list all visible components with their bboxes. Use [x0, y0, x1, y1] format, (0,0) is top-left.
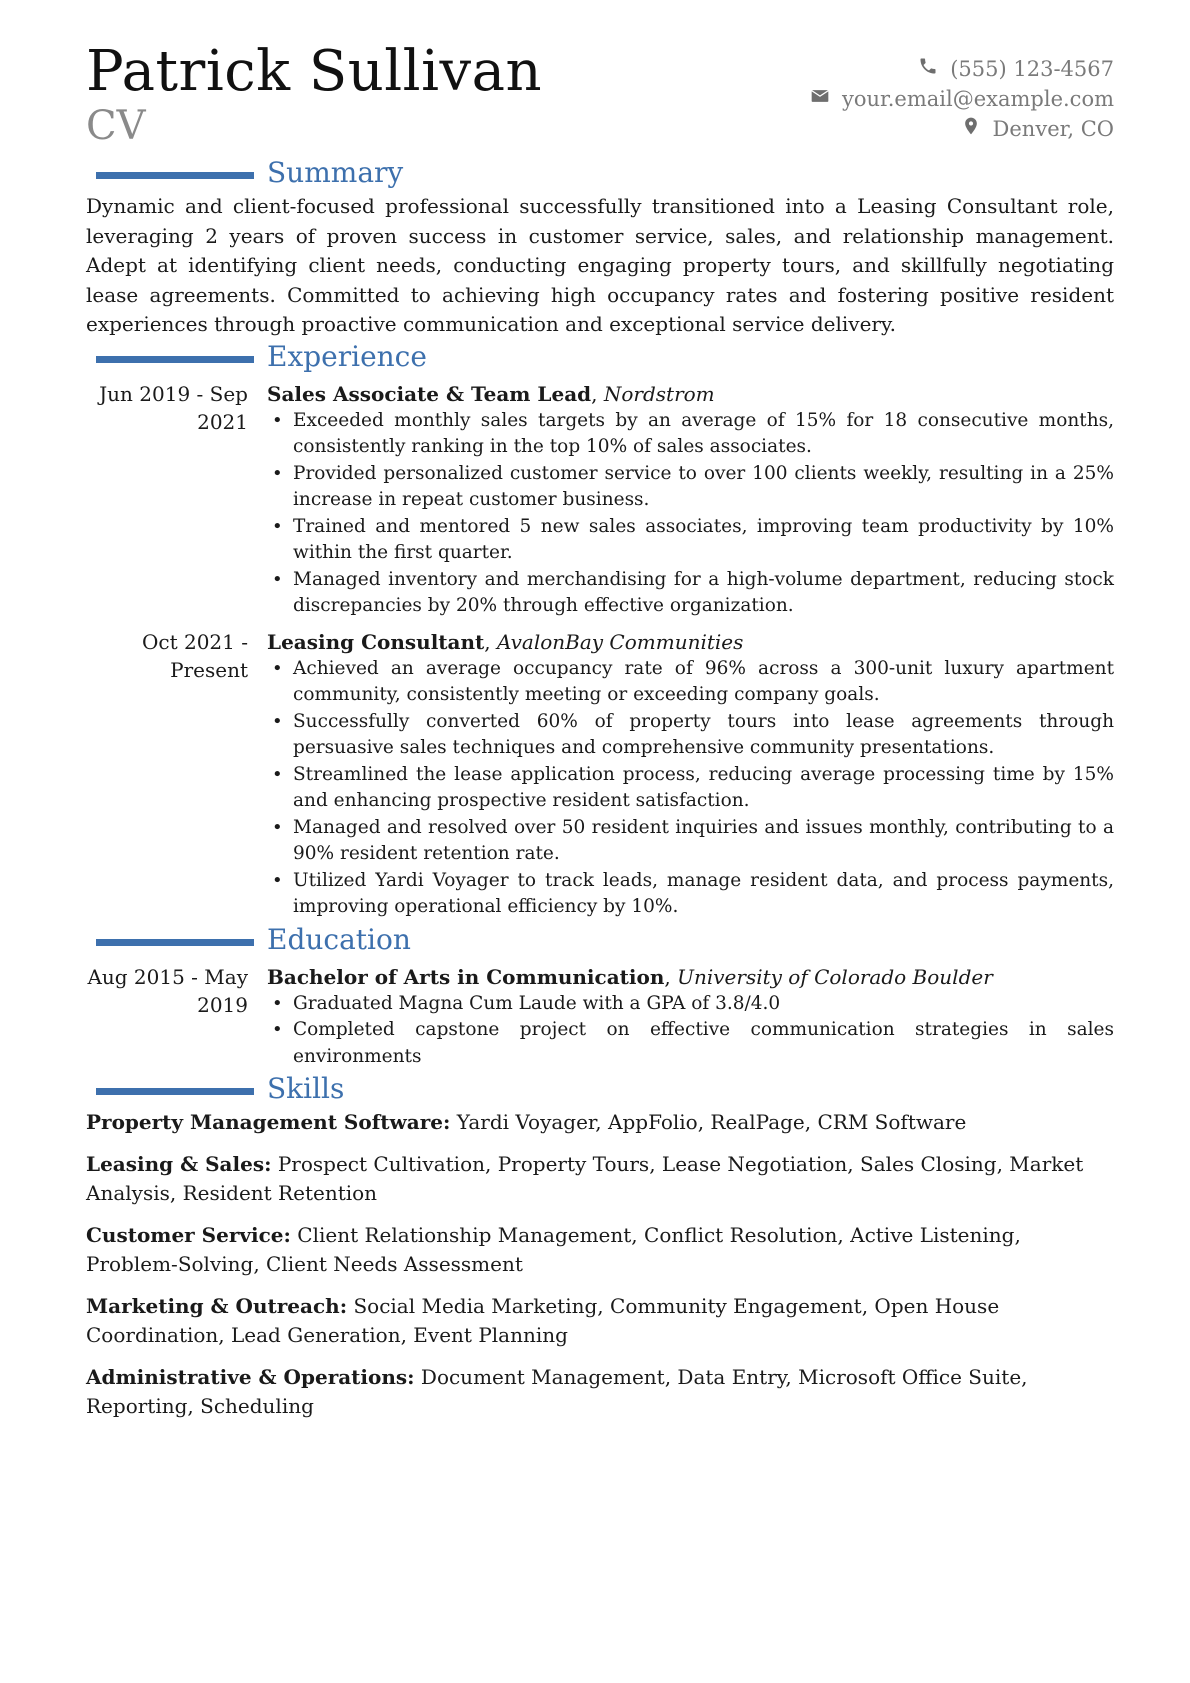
skill-text: Social Media Marketing, Community Engagement, Open House Coordination, Lead Generation, Event Planning: [86, 1293, 1000, 1347]
bullet-item: • Exceeded monthly sales targets by an average of 15% for 18 consecutive months, consistently ranking in the top 10% of sales associates.: [267, 408, 1114, 461]
section-accent-bar: [96, 356, 254, 363]
education-entry: [86, 963, 1114, 1071]
bullet-item: • Provided personalized customer service to over 100 clients weekly, resulting in a 25% increase in repeat customer business.: [267, 461, 1114, 514]
skill-label: Marketing & Outreach:: [86, 1293, 348, 1318]
bullet-list: [267, 656, 1114, 921]
bullet-item: • Achieved an average occupancy rate of 96% across a 300-unit luxury apartment community, consistently meeting or exceeding company goals.: [267, 656, 1114, 709]
phone-text[interactable]: (555) 123-4567: [950, 57, 1114, 81]
skill-group: [86, 1221, 1114, 1280]
bullet-item: • Trained and mentored 5 new sales associates, improving team productivity by 10% within the first quarter.: [267, 514, 1114, 567]
contact-phone: [810, 54, 1114, 84]
summary-heading: [86, 158, 1114, 192]
envelope-icon: [810, 84, 830, 114]
entry-date: Oct 2021 - Present: [141, 629, 248, 682]
section-title: Experience: [267, 339, 427, 373]
section-title: Education: [267, 922, 411, 956]
summary-text: Dynamic and client-focused professional successfully transitioned into a Leasing Consultant role, leveraging 2 years of proven success in customer service, sales, and relationship management. Adept at identifying client needs, conducting engaging property tours, and skillfully negotiating lease agreements. Committed to achieving high occupancy rates and fostering positive resident experiences through proactive communication and exceptional service delivery.: [86, 194, 1114, 336]
skill-text: Client Relationship Management, Conflict Resolution, Active Listening, Problem-Solving, Client Needs Assessment: [86, 1222, 1021, 1276]
section-title: Skills: [267, 1072, 345, 1105]
contact-info: [810, 54, 1114, 144]
bullet-item: • Successfully converted 60% of property tours into lease agreements through persuasive sales techniques and comprehensive community presentations.: [267, 709, 1114, 762]
contact-location: [810, 114, 1114, 144]
entry-body: [267, 963, 1114, 1071]
skill-label: Administrative & Operations:: [86, 1364, 415, 1389]
resume-page: [86, 40, 1114, 1434]
entry-date: Jun 2019 - Sep 2021: [99, 381, 248, 434]
bullet-list: [267, 991, 1114, 1071]
email-link[interactable]: your.email@example.com: [841, 87, 1114, 111]
job-role: Sales Associate & Team Lead: [267, 381, 592, 406]
job-org: AvalonBay Communities: [496, 629, 744, 654]
degree-name: Bachelor of Arts in Communication: [267, 964, 665, 989]
document-subtitle: CV: [86, 103, 146, 149]
skill-label: Property Management Software:: [86, 1110, 451, 1134]
skill-label: Customer Service:: [86, 1222, 291, 1247]
skill-label: Leasing & Sales:: [86, 1151, 272, 1176]
bullet-item: • Utilized Yardi Voyager to track leads, manage resident data, and process payments, improving operational efficiency by 10%.: [267, 868, 1114, 921]
bullet-item: • Completed capstone project on effective communication strategies in sales environments: [267, 1017, 1114, 1070]
bullet-item: • Streamlined the lease application process, reducing average processing time by 15% and enhancing prospective resident satisfaction.: [267, 762, 1114, 815]
education-section: [86, 922, 1114, 1071]
school-name: University of Colorado Boulder: [677, 964, 993, 989]
person-name: Patrick Sullivan: [86, 39, 543, 104]
resume-header: [86, 40, 1114, 158]
location-text: Denver, CO: [992, 117, 1114, 141]
section-title: Summary: [267, 156, 404, 189]
skill-group: [86, 1108, 1114, 1138]
experience-entry: [86, 628, 1114, 921]
entry-date: Aug 2015 - May 2019: [87, 964, 248, 1017]
experience-heading: [86, 339, 1114, 376]
skill-group: [86, 1150, 1114, 1209]
bullet-list: [267, 408, 1114, 620]
section-accent-bar: [96, 1088, 254, 1095]
skill-text: Prospect Cultivation, Property Tours, Lease Negotiation, Sales Closing, Market Analysis, Resident Retention: [86, 1151, 1084, 1205]
section-accent-bar: [96, 172, 254, 179]
education-heading: [86, 922, 1114, 959]
skill-text: Yardi Voyager, AppFolio, RealPage, CRM Software: [456, 1110, 967, 1134]
skill-group: [86, 1363, 1114, 1422]
entry-title: Leasing Consultant, AvalonBay Communities: [267, 629, 744, 654]
section-accent-bar: [96, 939, 254, 946]
experience-section: [86, 339, 1114, 921]
job-role: Leasing Consultant: [267, 629, 485, 654]
summary-section: [86, 158, 1114, 340]
map-marker-icon: [961, 114, 981, 144]
experience-entry: [86, 380, 1114, 620]
skill-text: Document Management, Data Entry, Microsoft Office Suite, Reporting, Scheduling: [86, 1364, 1028, 1418]
bullet-item: • Managed inventory and merchandising for a high-volume department, reducing stock discrepancies by 20% through effective organization.: [267, 567, 1114, 620]
skills-heading: [86, 1074, 1114, 1108]
skill-group: [86, 1292, 1114, 1351]
entry-title: Sales Associate & Team Lead, Nordstrom: [267, 381, 715, 406]
job-org: Nordstrom: [603, 381, 715, 406]
phone-icon: [918, 54, 938, 84]
entry-body: [267, 380, 1114, 620]
bullet-item: • Graduated Magna Cum Laude with a GPA of 3.8/4.0: [267, 991, 1114, 1018]
entry-body: [267, 628, 1114, 921]
contact-email: [810, 84, 1114, 114]
bullet-item: • Managed and resolved over 50 resident inquiries and issues monthly, contributing to a 90% resident retention rate.: [267, 815, 1114, 868]
skills-section: [86, 1074, 1114, 1422]
entry-title: Bachelor of Arts in Communication, University of Colorado Boulder: [267, 964, 993, 989]
